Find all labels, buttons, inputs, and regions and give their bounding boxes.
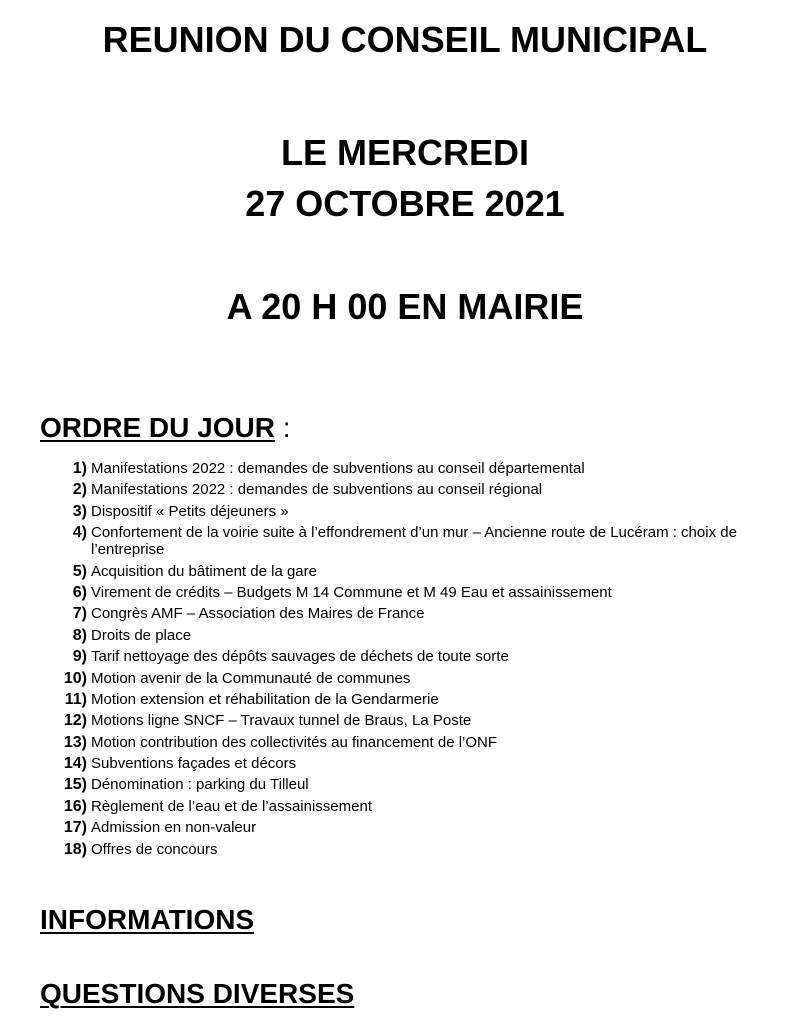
agenda-item-number: 13) xyxy=(63,733,87,751)
agenda-item-text: Admission en non-valeur xyxy=(91,819,257,837)
agenda-item-number: 7) xyxy=(72,605,87,623)
questions-diverses-heading-label: QUESTIONS DIVERSES xyxy=(40,978,355,1009)
agenda-heading-colon: : xyxy=(274,412,291,443)
agenda-item xyxy=(50,563,790,580)
agenda-item xyxy=(50,670,790,687)
agenda-item-text: Manifestations 2022 : demandes de subventions au conseil départemental xyxy=(91,460,585,477)
agenda-item-number: 8) xyxy=(72,626,87,644)
agenda-item-text: Manifestations 2022 : demandes de subventions au conseil régional xyxy=(91,481,543,499)
agenda-item-text: Dispositif « Petits déjeuners » xyxy=(91,502,289,520)
agenda-item xyxy=(50,819,790,836)
agenda-item xyxy=(50,776,790,793)
agenda-item-number: 12) xyxy=(63,712,87,730)
agenda-item-number: 18) xyxy=(63,840,87,858)
agenda-item-text: Règlement de l’eau et de l’assainissement xyxy=(91,797,372,815)
agenda-item xyxy=(50,734,790,751)
agenda-item xyxy=(50,503,790,520)
agenda-list xyxy=(50,460,790,862)
agenda-item xyxy=(50,524,790,558)
meeting-date: 27 OCTOBRE 2021 xyxy=(245,183,565,224)
agenda-item-text: Droits de place xyxy=(91,626,192,644)
meeting-day: LE MERCREDI xyxy=(280,132,529,173)
agenda-item-number: 2) xyxy=(72,481,87,499)
informations-heading-label: INFORMATIONS xyxy=(40,904,255,935)
agenda-item-number: 6) xyxy=(72,583,87,601)
meeting-time-place: A 20 H 00 EN MAIRIE xyxy=(226,286,584,327)
agenda-item xyxy=(50,841,790,858)
agenda-item-number: 3) xyxy=(72,502,87,520)
agenda-item-text: Congrès AMF – Association des Maires de France xyxy=(91,605,425,623)
agenda-item xyxy=(50,712,790,729)
agenda-item xyxy=(50,605,790,622)
agenda-item xyxy=(50,691,790,708)
agenda-item-number: 14) xyxy=(63,755,87,773)
agenda-item-number: 4) xyxy=(72,524,87,542)
agenda-item xyxy=(50,584,790,601)
page-title: REUNION DU CONSEIL MUNICIPAL xyxy=(102,19,708,60)
agenda-item-number: 9) xyxy=(72,648,87,666)
agenda-heading xyxy=(40,412,290,444)
agenda-item-number: 16) xyxy=(63,797,87,815)
agenda-item-text: Virement de crédits – Budgets M 14 Commune et M 49 Eau et assainissement xyxy=(91,583,612,601)
agenda-item-number: 5) xyxy=(72,562,87,580)
agenda-item-number: 11) xyxy=(64,690,87,708)
agenda-item-text: Motion contribution des collectivités au financement de l’ONF xyxy=(91,733,498,751)
informations-heading xyxy=(40,904,254,936)
questions-diverses-heading xyxy=(40,978,354,1010)
agenda-item-text: Motion extension et réhabilitation de la Gendarmerie xyxy=(91,690,439,708)
agenda-item xyxy=(50,627,790,644)
agenda-item-text: Subventions façades et décors xyxy=(91,755,297,773)
agenda-item-text: Dénomination : parking du Tilleul xyxy=(91,776,309,794)
agenda-item xyxy=(50,755,790,772)
agenda-item xyxy=(50,648,790,665)
agenda-item-text: Motions ligne SNCF – Travaux tunnel de Braus, La Poste xyxy=(91,712,472,730)
agenda-heading-label: ORDRE DU JOUR xyxy=(40,412,275,443)
agenda-item-text: Confortement de la voirie suite à l’effondrement d’un mur – Ancienne route de Lucéram : choix de l’entreprise xyxy=(91,524,737,559)
agenda-item-number: 17) xyxy=(63,819,87,837)
agenda-item xyxy=(50,481,790,498)
agenda-item-text: Acquisition du bâtiment de la gare xyxy=(91,562,317,580)
agenda-item-number: 1) xyxy=(72,460,87,477)
agenda-item-text: Motion avenir de la Communauté de communes xyxy=(91,669,411,687)
agenda-item xyxy=(50,460,790,477)
agenda-item-text: Offres de concours xyxy=(91,840,218,858)
agenda-item-text: Tarif nettoyage des dépôts sauvages de déchets de toute sorte xyxy=(91,648,509,666)
agenda-item xyxy=(50,798,790,815)
agenda-item-number: 10) xyxy=(63,669,87,687)
agenda-item-number: 15) xyxy=(63,776,87,794)
